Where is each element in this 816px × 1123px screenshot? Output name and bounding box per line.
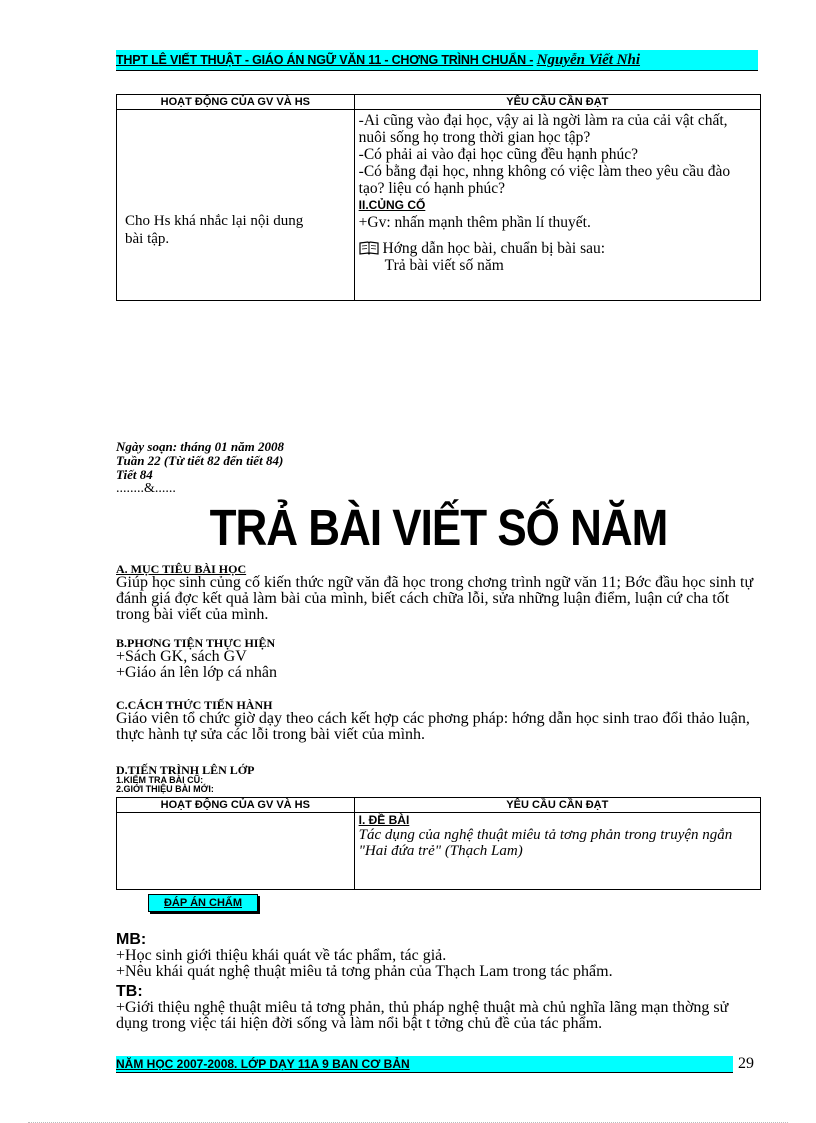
section-c-body: Giáo viên tổ chức giờ dạy theo cách kết hợp các phơng pháp: hớng dẫn học sinh trao đổi thảo luận, thực hành tự sửa các lỗi trong bài viết của mình. [116, 710, 750, 743]
section-c [116, 699, 761, 743]
section-c-heading: C.CÁCH THỨC TIẾN HÀNH [116, 698, 273, 712]
header-author: Nguyễn Viết Nhi [536, 52, 641, 68]
question-line: -Ai cũng vào đại học, vậy ai là ngời làm ra của cải vật chất, nuôi sống họ trong thời gian học tập? [358, 112, 728, 146]
table2-right-cell [354, 813, 760, 890]
section-a-body: Giúp học sinh củng cố kiến thức ngữ văn đã học trong chơng trình ngữ văn 11; Bớc đầu học sinh tự đánh giá đợc kết quả làm bài của mình, biết cách chữa lỗi, sửa những luận điểm, luận cứ cha tốt trong bài viết của mình. [116, 574, 754, 623]
guide-text: Hớng dẫn học bài, chuẩn bị bài sau: [382, 240, 606, 257]
question-line: -Có bằng đại học, nhng không có việc làm theo yêu cầu đào tạo? liệu có hạnh phúc? [358, 163, 731, 197]
activity-table-1 [116, 94, 761, 301]
section-b-line: +Giáo án lên lớp cá nhân [116, 664, 277, 681]
table2-col-activities-header: HOẠT ĐỘNG CỦA GV VÀ HS [117, 798, 355, 813]
lesson-title: TRẢ BÀI VIẾT SỐ NĂM [209, 500, 668, 557]
section-label-cung-co: II.CỦNG CỐ [358, 198, 426, 212]
footer-text: NĂM HỌC 2007-2008. LỚP DẠY 11A 9 BAN CƠ BẢN [116, 1057, 410, 1071]
activity-table-2 [116, 797, 761, 890]
header-school-title: THPT LÊ VIẾT THUẬT - GIÁO ÁN NGỮ VĂN 11 - CHƠNG TRÌNH CHUẨN - [116, 53, 534, 67]
mb-heading: MB: [116, 931, 147, 948]
week-info: Tuần 22 (Từ tiết 82 đến tiết 84) [116, 453, 284, 468]
section-b [116, 637, 761, 681]
section-a [116, 563, 761, 623]
answer-key-label: ĐÁP ÁN CHẤM [148, 894, 258, 912]
table1-col-requirements-header: YÊU CẦU CẦN ĐẠT [354, 95, 760, 110]
page-header [116, 50, 758, 71]
section-d-sub2: 2.GIỚI THIỆU BÀI MỚI: [116, 784, 214, 794]
section-d-sub1: 1.KIỂM TRA BÀI CŨ: [116, 775, 204, 785]
section-b-heading: B.PHƠNG TIỆN THỰC HIỆN [116, 636, 276, 650]
de-bai-label: I. ĐỀ BÀI [358, 813, 410, 827]
table1-left-text: Cho Hs khá nhắc lại nội dung bài tập. [125, 213, 304, 247]
preparation-date: Ngày soạn: tháng 01 năm 2008 [116, 439, 284, 454]
page-number: 29 [738, 1055, 754, 1072]
guide-subtext: Trả bài viết số năm [384, 257, 504, 274]
mb-line: +Nêu khái quát nghệ thuật miêu tả tơng phản của Thạch Lam trong tác phẩm. [116, 963, 613, 980]
section-a-heading: A. MỤC TIÊU BÀI HỌC [116, 562, 247, 576]
tb-body: +Giới thiệu nghệ thuật miêu tả tơng phản, thủ pháp nghệ thuật mà chủ nghĩa lãng mạn thờng sử dụng trong việc tái hiện đời sống và làm nổi bật t tởng chủ đề của tác phẩm. [116, 999, 729, 1032]
section-b-line: +Sách GK, sách GV [116, 648, 247, 665]
table1-right-cell [354, 110, 760, 301]
question-line: -Có phải ai vào đại học cũng đều hạnh phúc? [358, 146, 638, 163]
section-d-heading: D.TIẾN TRÌNH LÊN LỚP [116, 763, 255, 777]
period-info: Tiết 84 [116, 467, 153, 482]
open-book-icon [359, 241, 379, 255]
table2-left-cell [117, 813, 355, 890]
mb-section [116, 932, 761, 980]
ornament-line: ........&...... [116, 481, 176, 496]
cung-co-text: +Gv: nhấn mạnh thêm phần lí thuyết. [358, 214, 591, 231]
table1-col-activities-header: HOẠT ĐỘNG CỦA GV VÀ HS [117, 95, 355, 110]
page-footer [116, 1056, 733, 1073]
tb-section [116, 984, 761, 1032]
section-d [116, 764, 761, 794]
meta-block [116, 440, 284, 496]
mb-line: +Học sinh giới thiệu khái quát về tác phẩm, tác giả. [116, 947, 447, 964]
de-bai-text: Tác dụng của nghệ thuật miêu tả tơng phản trong truyện ngắn "Hai đứa trẻ" (Thạch Lam) [358, 827, 733, 859]
tb-heading: TB: [116, 983, 143, 1000]
table2-col-requirements-header: YÊU CẦU CẦN ĐẠT [354, 798, 760, 813]
table1-left-cell [117, 110, 355, 301]
